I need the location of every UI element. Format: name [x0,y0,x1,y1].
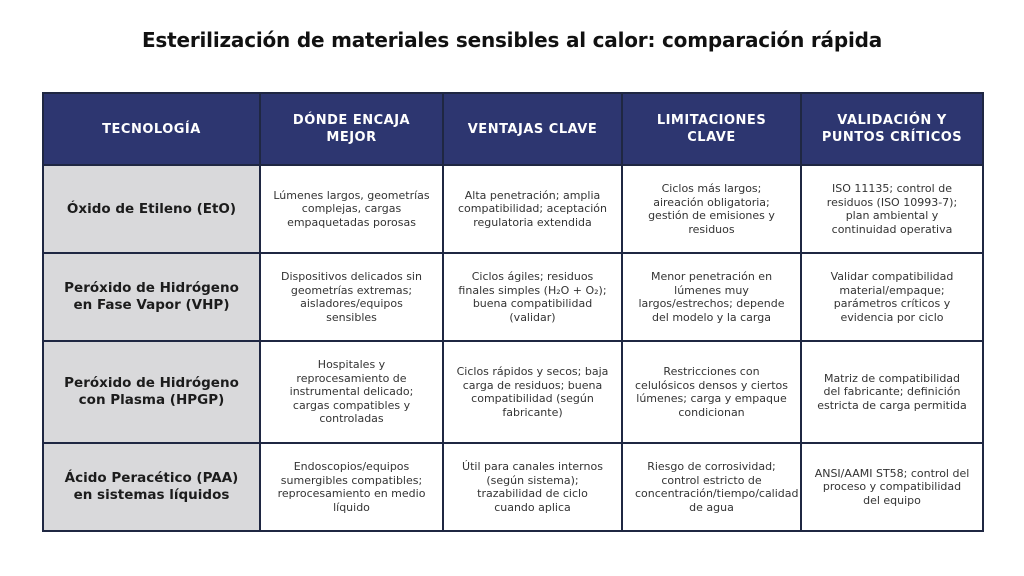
header-advantages: VENTAJAS CLAVE [443,93,622,165]
header-technology: TECNOLOGÍA [43,93,260,165]
row-technology-cell: Ácido Peracético (PAA) en sistemas líquidos [43,443,260,531]
row-fit-cell: Dispositivos delicados sin geometrías extremas; aisladores/equipos sensibles [260,253,443,341]
row-validation-cell: Matriz de compatibilidad del fabricante; definición estricta de carga permitida [801,341,983,443]
row-advantages-cell: Ciclos rápidos y secos; baja carga de residuos; buena compatibilidad (según fabricante) [443,341,622,443]
row-fit-cell: Lúmenes largos, geometrías complejas, cargas empaquetadas porosas [260,165,443,253]
row-technology-cell: Peróxido de Hidrógeno con Plasma (HPGP) [43,341,260,443]
row-validation-cell: ANSI/AAMI ST58; control del proceso y compatibilidad del equipo [801,443,983,531]
header-fit: DÓNDE ENCAJA MEJOR [260,93,443,165]
row-limitations-cell: Riesgo de corrosividad; control estricto de concentración/tiempo/calidad de agua [622,443,801,531]
row-limitations-cell: Ciclos más largos; aireación obligatoria; gestión de emisiones y residuos [622,165,801,253]
row-advantages-cell: Útil para canales internos (según sistema); trazabilidad de ciclo cuando aplica [443,443,622,531]
table-row [43,341,983,443]
table-row [43,253,983,341]
page-title: Esterilización de materiales sensibles al calor: comparación rápida [141,28,883,52]
row-validation-cell: ISO 11135; control de residuos (ISO 10993-7); plan ambiental y continuidad operativa [801,165,983,253]
table-row [43,165,983,253]
table-header-row [43,93,983,165]
row-fit-cell: Endoscopios/equipos sumergibles compatibles; reprocesamiento en medio líquido [260,443,443,531]
table-row [43,443,983,531]
comparison-table [42,92,984,532]
row-limitations-cell: Menor penetración en lúmenes muy largos/estrechos; depende del modelo y la carga [622,253,801,341]
header-limitations: LIMITACIONES CLAVE [622,93,801,165]
row-fit-cell: Hospitales y reprocesamiento de instrumental delicado; cargas compatibles y controladas [260,341,443,443]
row-validation-cell: Validar compatibilidad material/empaque; parámetros críticos y evidencia por ciclo [801,253,983,341]
row-technology-cell: Peróxido de Hidrógeno en Fase Vapor (VHP) [43,253,260,341]
row-advantages-cell: Alta penetración; amplia compatibilidad; aceptación regulatoria extendida [443,165,622,253]
row-advantages-cell: Ciclos ágiles; residuos finales simples (H₂O + O₂); buena compatibilidad (validar) [443,253,622,341]
row-limitations-cell: Restricciones con celulósicos densos y ciertos lúmenes; carga y empaque condicionan [622,341,801,443]
row-technology-cell: Óxido de Etileno (EtO) [43,165,260,253]
header-validation: VALIDACIÓN Y PUNTOS CRÍTICOS [801,93,983,165]
